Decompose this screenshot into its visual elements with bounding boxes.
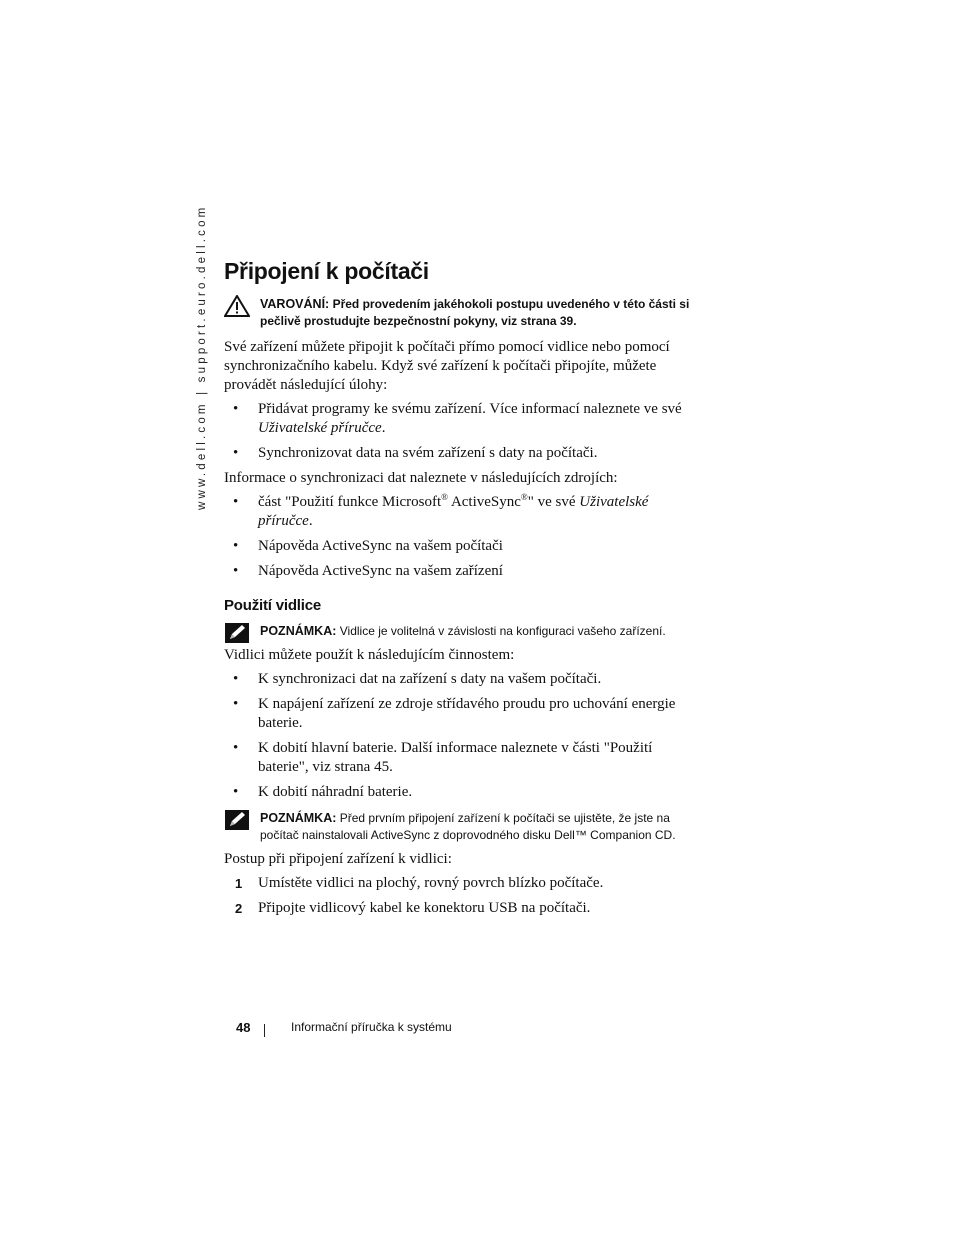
footer-title: Informační příručka k systému [291, 1020, 452, 1034]
side-url: www.dell.com | support.euro.dell.com [196, 204, 208, 510]
note-text: Před prvním připojení zařízení k počítači se ujistěte, že jste na počítač nainstalovali ActiveSync z doprovodného disku Dell™ Companion CD. [260, 811, 676, 842]
note-pencil-icon [224, 622, 250, 644]
note-notice [224, 623, 694, 640]
warning-label: VAROVÁNÍ: [260, 297, 330, 311]
note-pencil-icon [224, 809, 250, 831]
cradle-intro: Vidlici můžete použít k následujícím činnostem: [224, 647, 515, 663]
list-item: • K dobití hlavní baterie. Další informace naleznete v části "Použití baterie", viz strana 45. [224, 739, 694, 777]
note-label: POZNÁMKA: [260, 624, 337, 638]
note-text: Vidlice je volitelná v závislosti na konfiguraci vašeho zařízení. [339, 624, 666, 638]
footer-divider [264, 1024, 265, 1037]
warning-text: Před provedením jakéhokoli postupu uvedeného v této části si pečlivě prostudujte bezpečnostní pokyny, viz strana 39. [260, 297, 690, 328]
list-item: • Synchronizovat data na svém zařízení s daty na počítači. [224, 444, 694, 463]
note-label: POZNÁMKA: [260, 811, 337, 825]
note-notice [224, 810, 694, 844]
warning-notice [224, 296, 694, 330]
sources-list [224, 493, 694, 581]
tasks-list [224, 400, 694, 463]
list-item: • K napájení zařízení ze zdroje střídavého proudu pro uchování energie baterie. [224, 695, 694, 733]
list-item: • K dobití náhradní baterie. [224, 783, 694, 802]
list-item: • Nápověda ActiveSync na vašem počítači [224, 537, 694, 556]
intro-paragraph: Své zařízení můžete připojit k počítači přímo pomocí vidlice nebo pomocí synchronizačního kabelu. Když své zařízení k počítači připojíte, můžete provádět následující úlohy: [224, 339, 670, 393]
steps-intro: Postup při připojení zařízení k vidlici: [224, 851, 452, 867]
section-title: Použití vidlice [224, 597, 322, 614]
page-title: Připojení k počítači [224, 258, 429, 284]
sources-intro: Informace o synchronizaci dat naleznete v následujících zdrojích: [224, 470, 618, 486]
step-item: 1 Umístěte vidlici na plochý, rovný povrch blízko počítače. [235, 875, 604, 891]
list-item: • K synchronizaci dat na zařízení s daty na vašem počítači. [224, 670, 694, 689]
warning-triangle-icon [224, 295, 250, 317]
list-item: • Nápověda ActiveSync na vašem zařízení [224, 562, 694, 581]
cradle-uses-list [224, 670, 694, 802]
steps-list [224, 874, 694, 918]
list-item: • Přidávat programy ke svému zařízení. Více informací naleznete ve své Uživatelské příručce. [224, 400, 694, 438]
step-item: 2 Připojte vidlicový kabel ke konektoru USB na počítači. [235, 900, 591, 916]
page-content [224, 258, 694, 924]
page-number: 48 [236, 1020, 251, 1035]
list-item: • část "Použití funkce Microsoft® ActiveSync®" ve své Uživatelské příručce. [224, 493, 694, 531]
